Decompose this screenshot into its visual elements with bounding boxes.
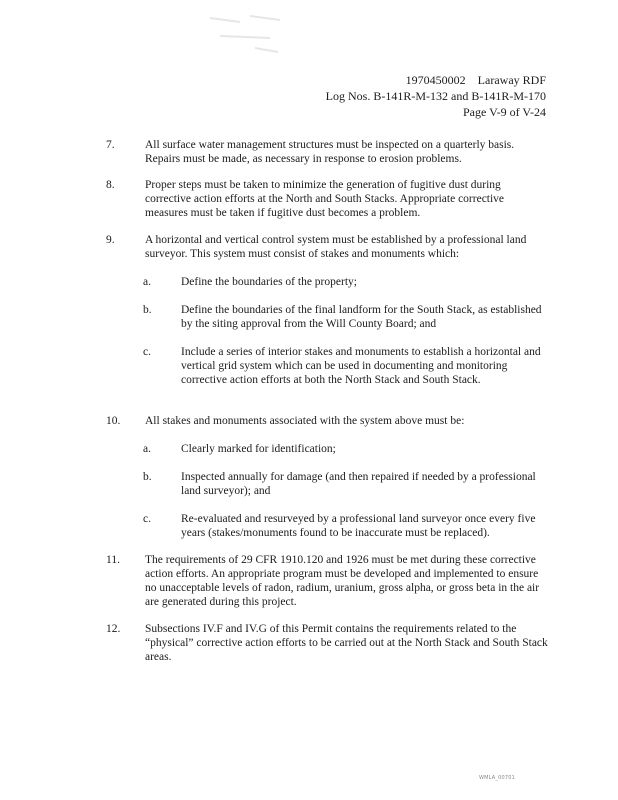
header-permit-line: 1970450002 Laraway RDF — [405, 73, 546, 87]
list-item-12 — [106, 622, 551, 664]
sub-item-letter: b. — [143, 304, 152, 316]
document-header — [326, 72, 546, 120]
sub-item-9b — [143, 303, 553, 331]
bates-stamp: WMLA_00701 — [479, 775, 515, 781]
item-number: 10. — [106, 415, 121, 427]
sub-item-letter: a. — [143, 443, 151, 455]
sub-item-text: Define the boundaries of the property; — [181, 276, 357, 288]
item-number: 7. — [106, 139, 115, 151]
item-text: All stakes and monuments associated with the system above must be: — [145, 415, 465, 427]
list-item-9 — [106, 233, 551, 261]
item-number: 8. — [106, 179, 115, 191]
scan-artifact — [200, 8, 290, 58]
sub-item-9a — [143, 275, 553, 289]
sub-item-letter: b. — [143, 471, 152, 483]
sub-item-10c — [143, 512, 553, 540]
header-log-line: Log Nos. B-141R-M-132 and B-141R-M-170 — [325, 89, 546, 103]
sub-item-text: Inspected annually for damage (and then repaired if needed by a professional land surveyor); and — [181, 471, 536, 497]
sub-item-letter: a. — [143, 276, 151, 288]
item-text: Subsections IV.F and IV.G of this Permit contains the requirements related to the “physical” corrective action efforts to be carried out at the North Stack and South Stack areas. — [145, 623, 548, 663]
sub-item-text: Define the boundaries of the final landform for the South Stack, as established by the siting approval from the Will County Board; and — [181, 304, 542, 330]
sub-item-9c — [143, 345, 553, 387]
header-page-line: Page V-9 of V-24 — [462, 105, 546, 119]
item-text: Proper steps must be taken to minimize the generation of fugitive dust during corrective action efforts at the North and South Stacks. Appropriate corrective measures must be taken if fugitive dust becomes a problem. — [145, 179, 505, 219]
item-number: 9. — [106, 234, 115, 246]
item-text: A horizontal and vertical control system must be established by a professional land surveyor. This system must consist of stakes and monuments which: — [145, 234, 527, 260]
sub-item-10b — [143, 470, 553, 498]
sub-item-text: Clearly marked for identification; — [181, 443, 336, 455]
list-item-10 — [106, 414, 551, 428]
sub-item-text: Include a series of interior stakes and monuments to establish a horizontal and vertical grid system which can be used in documenting and monitoring corrective action efforts at both the North Stack and South Stack. — [181, 346, 541, 386]
sub-item-10a — [143, 442, 553, 456]
sub-item-letter: c. — [143, 513, 151, 525]
item-text: The requirements of 29 CFR 1910.120 and 1926 must be met during these corrective action efforts. An appropriate program must be developed and implemented to ensure no unacceptable levels of radon, radium, uranium, gross alpha, or gross beta in the air are generated during this project. — [145, 554, 540, 608]
item-text: All surface water management structures must be inspected on a quarterly basis. Repairs must be made, as necessary in response to erosion problems. — [145, 139, 515, 165]
item-number: 11. — [106, 554, 120, 566]
item-number: 12. — [106, 623, 121, 635]
list-item-8 — [106, 178, 551, 220]
list-item-7 — [106, 138, 551, 166]
list-item-11 — [106, 553, 551, 609]
sub-item-text: Re-evaluated and resurveyed by a professional land surveyor once every five years (stakes/monuments found to be inaccurate must be replaced). — [181, 513, 536, 539]
sub-item-letter: c. — [143, 346, 151, 358]
